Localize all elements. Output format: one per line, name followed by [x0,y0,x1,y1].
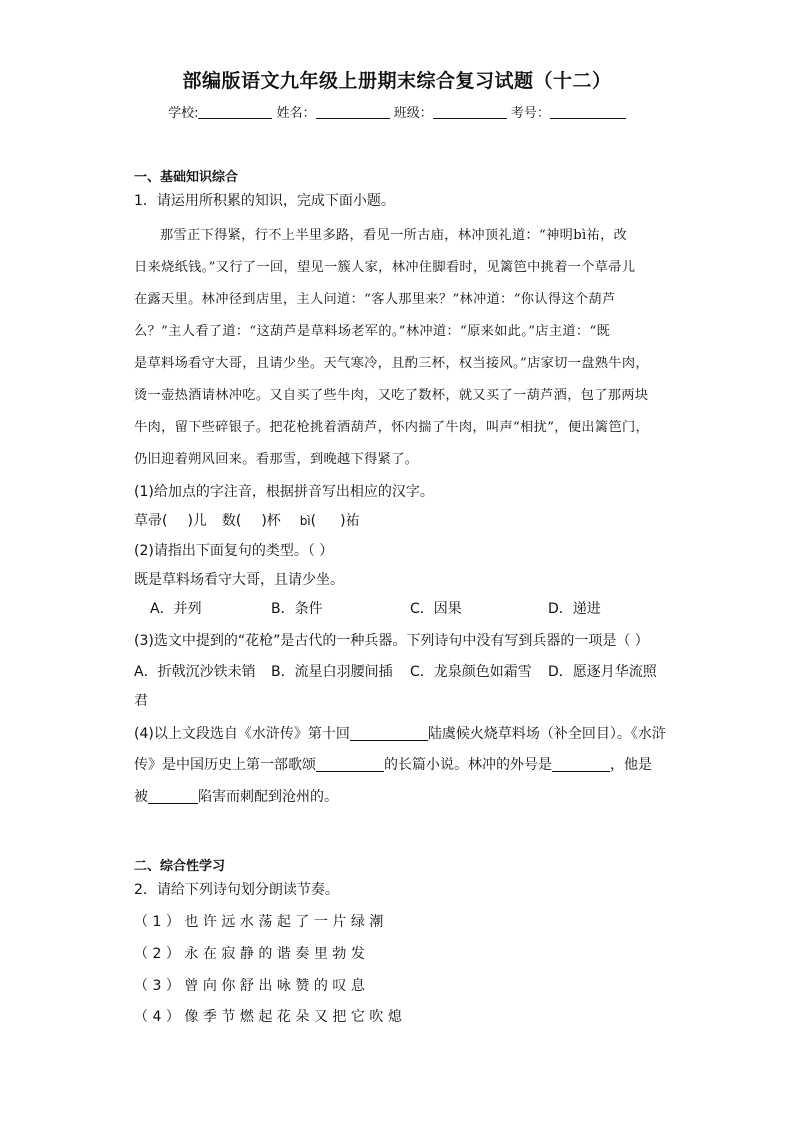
passage-line: 牛肉，留下些碎银子。把花枪挑着酒葫芦，怀内揣了牛肉，叫声“相扰”，便出篱笆门， [134,420,650,435]
class-blank[interactable] [433,104,507,119]
item-shu-before: 数( [221,513,242,529]
passage-line: 么？”主人看了道：“这葫芦是草料场老军的。”林冲道：“原来如此。”店主道：“既 [134,324,611,339]
sub4-part7: 陷害而刺配到沧州的。 [198,789,338,805]
option-d[interactable]: D．愿逐月华流照 [548,664,657,680]
villain-blank[interactable] [148,788,198,804]
q1-sub1-items [134,510,360,530]
sub4-part2: 陆虞候火烧草料场（补全回目）。《水浒 [427,726,666,742]
poem-line: （3）曾向你舒出咏赞的叹息 [134,978,370,994]
sub4-part1: (4)以上文段选自《水浒传》第十回 [134,726,350,742]
theme-blank[interactable] [316,756,384,772]
option-c[interactable]: C．因果 [410,601,462,617]
q1-sub1-text: (1)给加点的字注音，根据拼音写出相应的汉字。 [134,484,434,500]
passage-line: 是草料场看守大哥，且请少坐。天气寒冷，且酌三杯，权当接风。”店家切一盘熟牛肉， [134,356,649,371]
q1-sub3-text: (3)选文中提到的“花枪”是古代的一种兵器。下列诗句中没有写到兵器的一项是（ ） [134,633,649,649]
student-info-line [0,102,794,121]
poem-line: （1）也许远水荡起了一片绿潮 [134,914,388,930]
item-bi-pinyin: bì [299,514,311,528]
q1-sub3-wrap: 君 [134,693,148,709]
section1-heading: 一、基础知识综合 [134,170,239,185]
nickname-blank[interactable] [552,756,610,772]
chapter-title-blank[interactable] [350,725,428,741]
option-d[interactable]: D．递进 [548,601,601,617]
passage-line: 仍旧迎着朔风回来。看那雪，到晚越下得紧了。 [134,452,419,467]
passage-line: 那雪正下得紧，行不上半里多路，看见一所古庙，林冲顶礼道：“神明bì祐，改 [160,228,628,243]
name-label: 姓名： [276,106,316,121]
q1-sub4-line3 [134,786,338,806]
school-label: 学校: [168,106,199,121]
option-a[interactable]: A．并列 [150,601,202,617]
school-blank[interactable] [198,104,272,119]
passage-line: 烫一壶热酒请林冲吃。又自买了些牛肉，又吃了数杯，就又买了一葫芦酒，包了那两块 [134,388,649,403]
item-zhou-after: )儿 [187,513,207,529]
q1-sub2-options [134,598,660,618]
exam-number-label: 考号： [510,106,550,121]
poem-line: （2）永在寂静的谐奏里勃发 [134,946,370,962]
q2-stem: 2．请给下列诗句划分朗读节奏。 [134,882,339,898]
q1-sub4-line2 [134,754,652,774]
option-a[interactable]: A．折戟沉沙铁未销 [134,664,256,680]
sub4-part6: 被 [134,789,148,805]
option-b[interactable]: B．流星白羽腰间插 [271,664,393,680]
exam-number-blank[interactable] [550,104,626,119]
q1-sub2-text: (2)请指出下面复句的类型。（ ） [134,543,334,559]
name-blank[interactable] [316,104,390,119]
option-b[interactable]: B．条件 [271,601,323,617]
q1-sub3-options [134,661,660,681]
q1-sub4-line1 [134,723,666,743]
page-title: 部编版语文九年级上册期末综合复习试题（十二） [182,70,612,92]
passage-line: 在露天里。林冲径到店里，主人问道：“客人那里来？”林冲道：“你认得这个葫芦 [134,292,616,307]
item-shu-after: )杯 [261,513,281,529]
item-bi-before: ( [310,513,317,529]
item-zhou-before: 草帚( [134,513,168,529]
section2-heading: 二、综合性学习 [134,859,226,874]
sub4-part3: 传》是中国历史上第一部歌颂 [134,757,316,773]
q1-sub2-sentence: 既是草料场看守大哥，且请少坐。 [134,572,344,588]
class-label: 班级： [393,106,433,121]
option-c[interactable]: C．龙泉颜色如霜雪 [410,664,532,680]
q1-stem: 1．请运用所积累的知识，完成下面小题。 [134,193,395,209]
item-bi-after: )祐 [340,513,360,529]
poem-line: （4）像季节燃起花朵又把它吹熄 [134,1009,407,1025]
sub4-part5: ，他是 [610,757,652,773]
sub4-part4: 的长篇小说。林冲的外号是 [384,757,552,773]
passage-line: 日来烧纸钱。”又行了一回，望见一簇人家，林冲住脚看时，见篱笆中挑着一个草帚儿 [134,260,636,275]
